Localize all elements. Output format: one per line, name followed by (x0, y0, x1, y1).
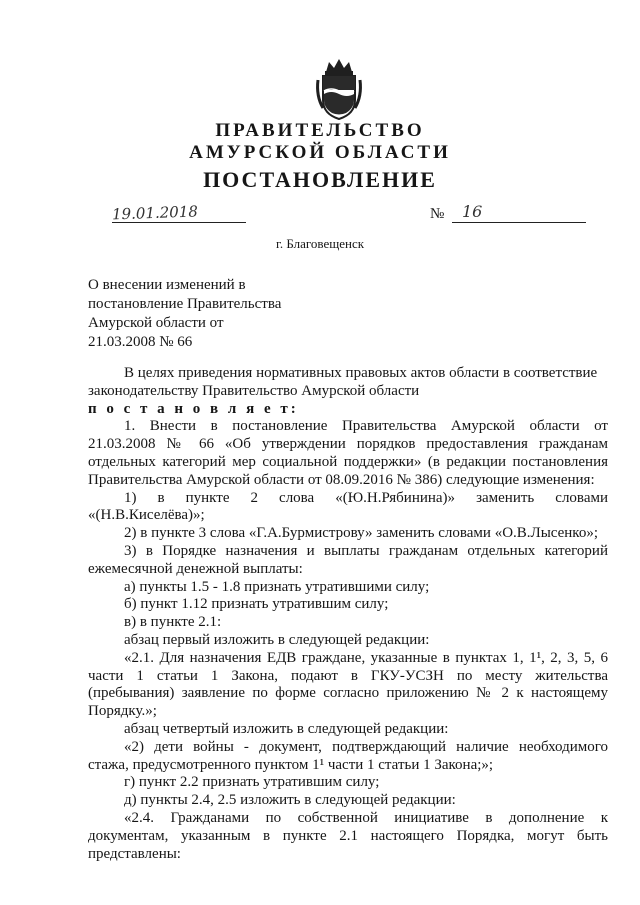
subject-line: 21.03.2008 № 66 (88, 334, 193, 350)
document-number: 16 (462, 202, 483, 221)
body-line: 2) в пункте 3 слова «Г.А.Бурмистрову» заменить словами «О.В.Лысенко»; (124, 525, 599, 542)
body-line: (пребывания) заявление по форме согласно приложению № 2 к настоящему (88, 685, 608, 702)
body-line: В целях приведения нормативных правовых актов области в соответствие (124, 365, 598, 381)
document-subject (88, 276, 281, 352)
date-underline (112, 222, 246, 223)
number-sign: № (430, 206, 445, 222)
body-line: Порядку.»; (88, 703, 157, 720)
body-line: ежемесячной денежной выплаты: (88, 560, 303, 577)
body-line: Правительства Амурской области от 08.09.2016 № 386) следующие изменения: (88, 471, 595, 488)
subject-line: Амурской области от (88, 315, 224, 331)
body-line: «(Н.В.Киселёва)»; (88, 507, 205, 524)
body-line: части 1 статьи 1 Закона, подают в ГКУ-УСЗН по месту жительства (88, 667, 608, 684)
body-line: отдельных категорий мер социальной поддержки» (в редакции постановления (88, 453, 608, 470)
body-line: 1) в пункте 2 слова «(Ю.Н.Рябинина)» заменить словами (124, 489, 608, 506)
body-line: г) пункт 2.2 признать утратившим силу; (124, 774, 380, 791)
body-line: стажа, предусмотренного пунктом 1¹ части 1 статьи 1 Закона;»; (88, 756, 494, 773)
body-line: «2.1. Для назначения ЕДВ граждане, указанные в пунктах 1, 1¹, 2, 3, 5, 6 (124, 649, 608, 666)
resolution-word: п о с т а н о в л я е т: (88, 400, 299, 417)
document-body (88, 365, 608, 863)
body-line: а) пункты 1.5 - 1.8 признать утратившими силу; (124, 578, 430, 595)
body-line: представлены: (88, 845, 181, 862)
subject-line: О внесении изменений в (88, 277, 246, 293)
body-line: д) пункты 2.4, 2.5 изложить в следующей редакции: (124, 792, 456, 809)
subject-line: постановление Правительства (88, 296, 282, 312)
body-line: законодательству Правительство Амурской области (88, 382, 420, 399)
body-line: 1. Внести в постановление Правительства Амурской области от (124, 418, 608, 435)
document-type-title: ПОСТАНОВЛЕНИЕ (203, 167, 437, 192)
body-line: 21.03.2008 № 66 «Об утверждении порядков предоставления гражданам (88, 436, 608, 453)
org-title-line2: АМУРСКОЙ ОБЛАСТИ (189, 142, 451, 163)
body-line: документам, указанным в пункте 2.1 настоящего Порядка, могут быть (88, 827, 608, 844)
body-line: абзац первый изложить в следующей редакции: (124, 631, 430, 648)
body-line: в) в пункте 2.1: (124, 614, 222, 631)
body-line: «2) дети войны - документ, подтверждающий наличие необходимого (124, 738, 608, 755)
org-title-line1: ПРАВИТЕЛЬСТВО (215, 120, 425, 141)
body-line: абзац четвертый изложить в следующей редакции: (124, 720, 449, 737)
body-line: б) пункт 1.12 признать утратившим силу; (124, 596, 389, 613)
city-name: г. Благовещенск (275, 236, 365, 251)
document-date: 19.01.2018 (111, 202, 199, 224)
body-line: «2.4. Гражданами по собственной инициативе в дополнение к (124, 809, 608, 826)
number-underline (452, 222, 586, 223)
body-line: 3) в Порядке назначения и выплаты гражданам отдельных категорий (124, 542, 608, 559)
coat-of-arms-icon (306, 56, 372, 122)
